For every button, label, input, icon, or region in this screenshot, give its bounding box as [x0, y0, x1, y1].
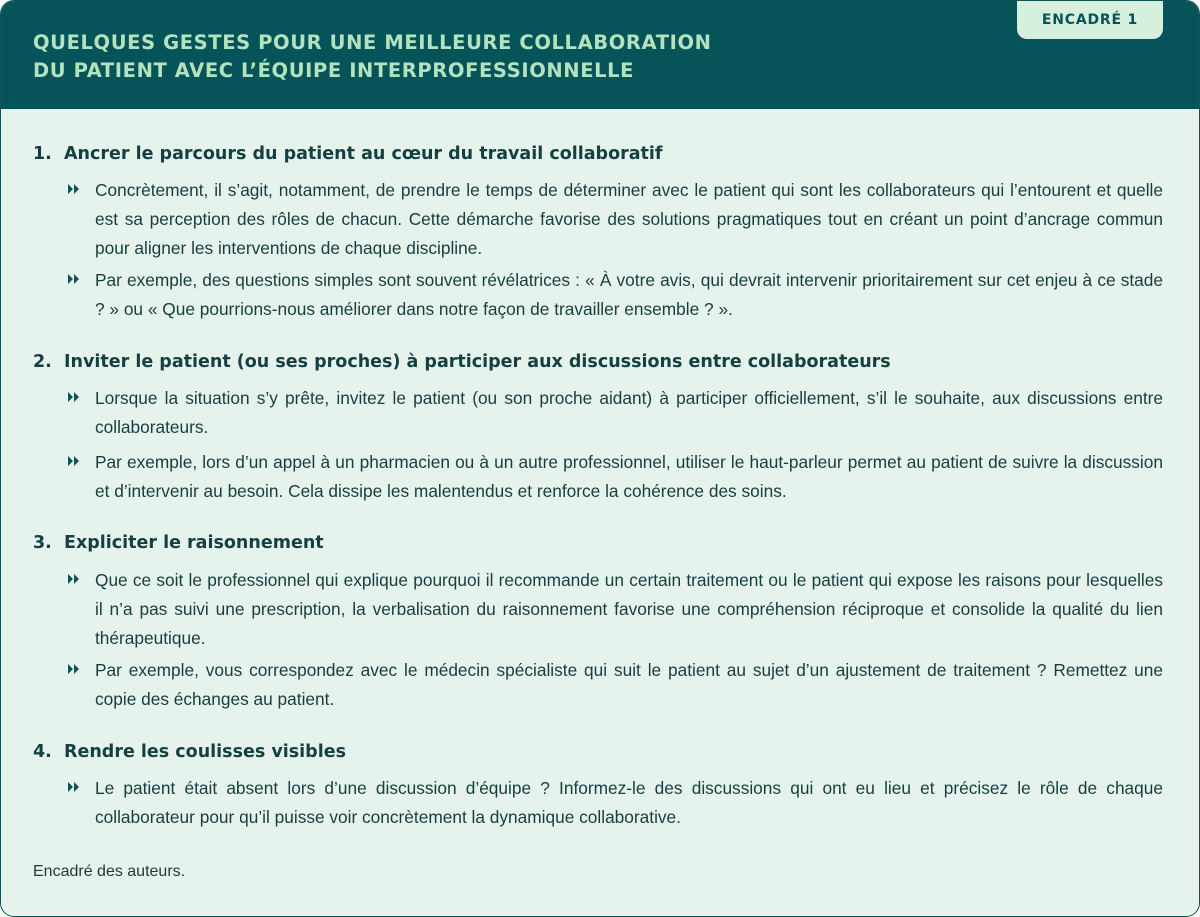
section-heading-text: Rendre les coulisses visibles	[64, 742, 346, 762]
list-item	[67, 774, 1163, 832]
double-chevron-right-icon	[67, 454, 83, 468]
double-chevron-right-icon	[67, 780, 83, 794]
section-number: 1.	[33, 144, 52, 164]
list-item-text: Par exemple, des questions simples sont souvent révélatrices : « À votre avis, qui devrait intervenir prioritairement sur cet enjeu à ce stade ? » ou « Que pourrions-nous améliorer dans notre façon de travailler ensemble ? ».	[95, 270, 1163, 319]
box-title	[33, 29, 712, 85]
double-chevron-right-icon	[67, 272, 83, 286]
list-item	[67, 566, 1163, 653]
list-item	[67, 448, 1163, 506]
list-item-text: Que ce soit le professionnel qui explique pourquoi il recommande un certain traitement ou le patient qui expose les raisons pour lesquelles il n’a pas suivi une prescription, la verbalisation du raisonnement favorise une compréhension réciproque et consolide la qualité du lien thérapeutique.	[95, 570, 1163, 648]
section-heading-text: Ancrer le parcours du patient au cœur du travail collaboratif	[64, 144, 663, 164]
section-heading-text: Expliciter le raisonnement	[64, 533, 324, 553]
section-number: 2.	[33, 352, 52, 372]
box-title-line-2: DU PATIENT AVEC L’ÉQUIPE INTERPROFESSIONNELLE	[33, 59, 635, 82]
list-item-text: Lorsque la situation s’y prête, invitez le patient (ou son proche aidant) à participer officiellement, s’il le souhaite, aux discussions entre collaborateurs.	[95, 388, 1163, 437]
list-item-text: Concrètement, il s’agit, notamment, de prendre le temps de déterminer avec le patient qui sont les collaborateurs qui l’entourent et quelle est sa perception des rôles de chacun. Cette démarche favorise des solutions pragmatiques tout en créant un point d’ancrage commun pour aligner les interventions de chaque discipline.	[95, 180, 1163, 258]
list-item	[67, 176, 1163, 263]
source-note: Encadré des auteurs.	[33, 863, 186, 880]
list-item-text: Par exemple, vous correspondez avec le médecin spécialiste qui suit le patient au sujet d’un ajustement de traitement ? Remettez une copie des échanges au patient.	[95, 660, 1163, 709]
section-number: 3.	[33, 533, 52, 553]
section-heading-1	[33, 142, 663, 166]
box-badge: ENCADRÉ 1	[1017, 1, 1163, 39]
section-heading-3	[33, 531, 324, 555]
list-item	[67, 384, 1163, 442]
list-item-text: Par exemple, lors d’un appel à un pharmacien ou à un autre professionnel, utiliser le haut-parleur permet au patient de suivre la discussion et d’intervenir au besoin. Cela dissipe les malentendus et renforce la cohérence des soins.	[95, 452, 1163, 501]
double-chevron-right-icon	[67, 662, 83, 676]
list-item-text: Le patient était absent lors d’une discussion d’équipe ? Informez-le des discussions qui ont eu lieu et précisez le rôle de chaque collaborateur pour qu’il puisse voir concrètement la dynamique collaborative.	[95, 778, 1163, 827]
section-heading-2	[33, 350, 891, 374]
section-heading-text: Inviter le patient (ou ses proches) à participer aux discussions entre collaborateurs	[64, 352, 891, 372]
double-chevron-right-icon	[67, 572, 83, 586]
list-item	[67, 656, 1163, 714]
section-number: 4.	[33, 742, 52, 762]
list-item	[67, 266, 1163, 324]
double-chevron-right-icon	[67, 390, 83, 404]
section-heading-4	[33, 740, 346, 764]
box-title-line-1: QUELQUES GESTES POUR UNE MEILLEURE COLLABORATION	[33, 31, 712, 54]
double-chevron-right-icon	[67, 182, 83, 196]
